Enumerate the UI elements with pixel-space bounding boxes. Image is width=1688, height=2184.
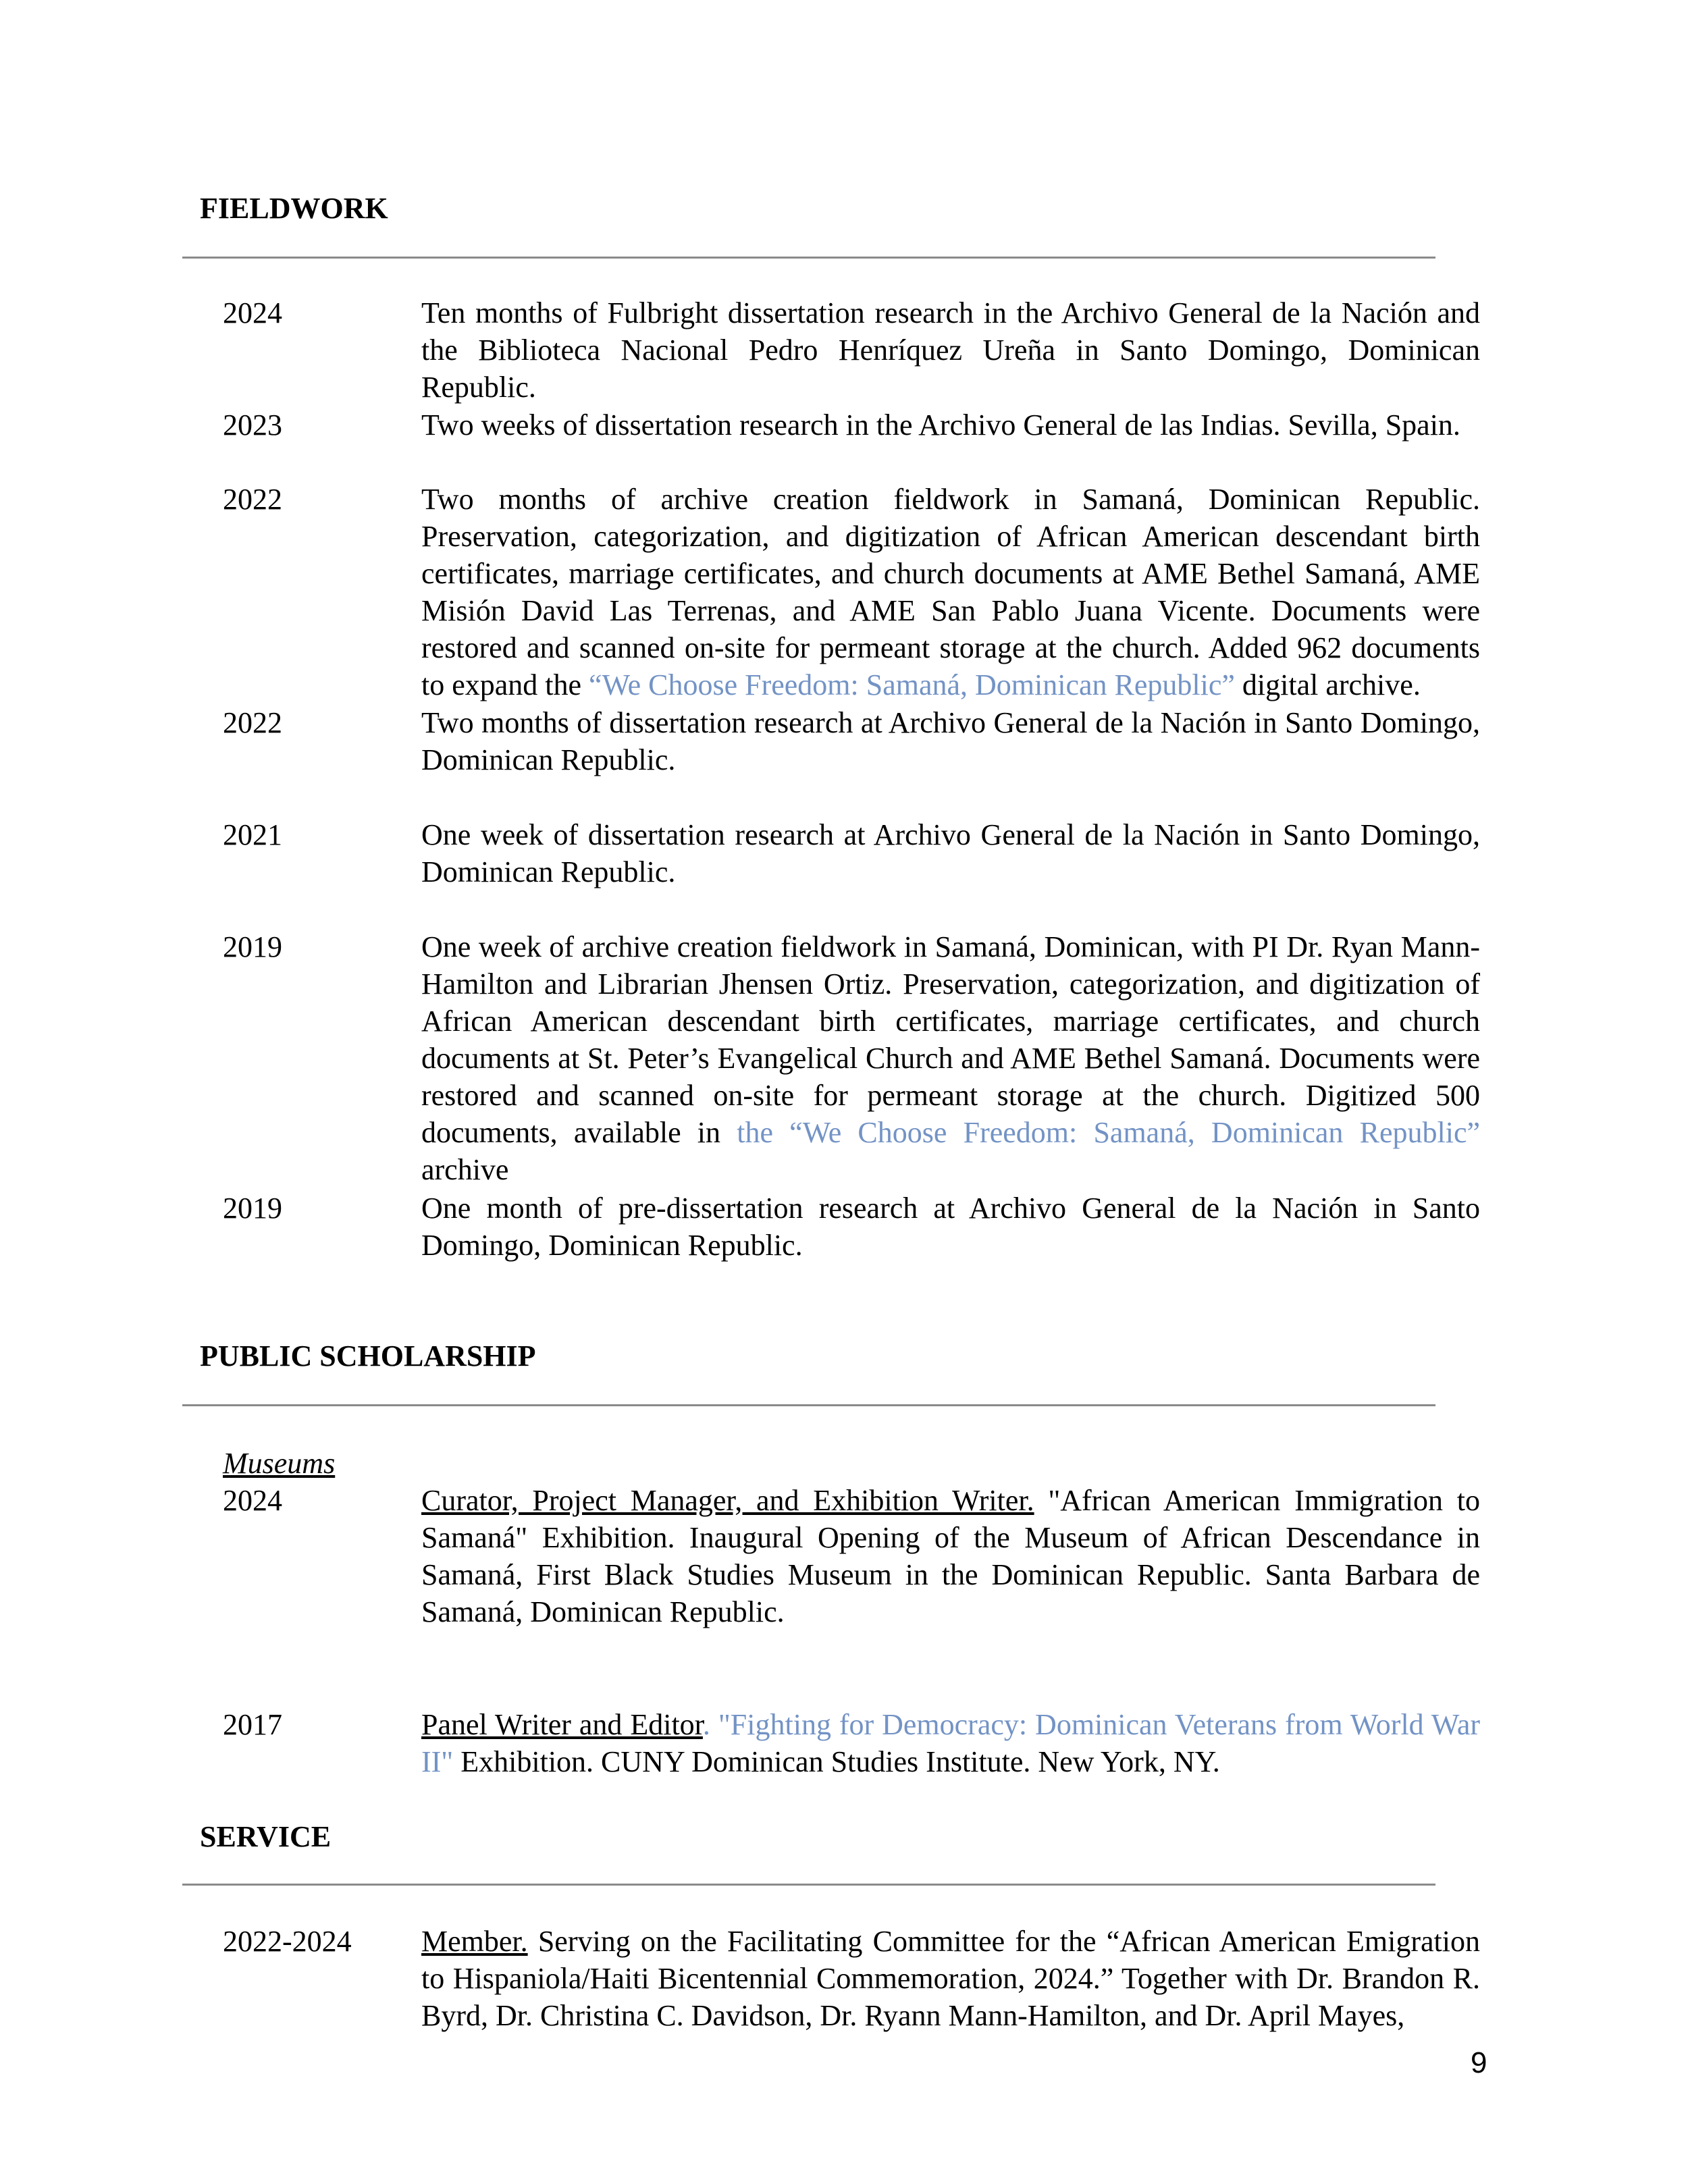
fieldwork-divider [182,257,1435,259]
fieldwork-description-text: Two months of archive creation fieldwork in Samaná, Dominican Republic. Preservation, categorization, and digitization of African American descendant birth certificates, marriage certificates, and church documents at AME Bethel Samaná, AME Misión David Las Terrenas, and AME San Pablo Juana Vicente. Documents were restored and scanned on-site for permeant storage at the church. Added 962 documents to expand the [421,483,1480,701]
service-description [421,1923,1480,2034]
fieldwork-description [421,928,1480,1188]
scholarship-description [421,1482,1480,1630]
fieldwork-description: Two weeks of dissertation research in the Archivo General de las Indias. Sevilla, Spain. [421,408,1460,442]
fieldwork-description-text: One week of archive creation fieldwork in Samaná, Dominican, with PI Dr. Ryan Mann-Hamilton and Librarian Jhensen Ortiz. Preservation, categorization, and digitization of African American descendant birth certificates, marriage certificates, and church documents at St. Peter’s Evangelical Church and AME Bethel Samaná. Documents were restored and scanned on-site for permeant storage at the church. Digitized 500 documents, available in [421,930,1480,1149]
scholarship-text: "African American Immigration to Samaná" Exhibition. Inaugural Opening of the Museum of African Descendance in Samaná, First Black Studies Museum in the Dominican Republic. Santa Barbara de Samaná, Dominican Republic. [421,1484,1481,1628]
scholarship-role: Panel Writer and Editor [421,1708,703,1741]
museums-year-block [223,1445,335,1519]
exhibition-link[interactable]: . "Fighting for Democracy: Dominican Veterans from World War II" [421,1708,1480,1778]
fieldwork-description-tail: archive [421,1153,509,1186]
service-role: Member. [421,1925,528,1958]
fieldwork-year: 2019 [223,1192,282,1225]
archive-link[interactable]: the “We Choose Freedom: Samaná, Dominican Republic” [737,1116,1481,1149]
scholarship-description [421,1706,1480,1780]
service-text: Serving on the Facilitating Committee for the “African American Emigration to Hispaniola/Haiti Bicentennial Commemoration, 2024.” Together with Dr. Brandon R. Byrd, Dr. Christina C. Davidson, Dr. Ryann Mann-Hamilton, and Dr. April Mayes, [421,1925,1480,2032]
fieldwork-year: 2024 [223,296,282,329]
museums-subheading: Museums [223,1447,336,1480]
scholarship-year: 2024 [223,1484,282,1517]
public-scholarship-divider [182,1404,1435,1406]
archive-link[interactable]: “We Choose Freedom: Samaná, Dominican Republic” [589,668,1235,701]
fieldwork-year: 2022 [223,483,282,516]
fieldwork-year: 2019 [223,930,282,963]
fieldwork-description: One week of dissertation research at Archivo General de la Nación in Santo Domingo, Dominican Republic. [421,818,1480,888]
service-year: 2022-2024 [223,1925,352,1958]
fieldwork-description: One month of pre-dissertation research at Archivo General de la Nación in Santo Domingo, Dominican Republic. [421,1192,1480,1262]
fieldwork-year: 2023 [223,408,282,442]
scholarship-role: Curator, Project Manager, and Exhibition Writer. [421,1484,1034,1517]
public-scholarship-heading: PUBLIC SCHOLARSHIP [200,1339,536,1373]
fieldwork-year: 2021 [223,818,282,851]
scholarship-text: Exhibition. CUNY Dominican Studies Institute. New York, NY. [460,1745,1220,1778]
service-divider [182,1884,1435,1886]
fieldwork-description-tail: digital archive. [1242,668,1421,701]
scholarship-year: 2017 [223,1708,282,1741]
fieldwork-heading: FIELDWORK [200,192,388,225]
service-heading: SERVICE [200,1820,332,1853]
fieldwork-description: Ten months of Fulbright dissertation research in the Archivo General de la Nación and the Biblioteca Nacional Pedro Henríquez Ureña in Santo Domingo, Dominican Republic. [421,296,1480,404]
page-number: 9 [1471,2046,1487,2079]
fieldwork-year: 2022 [223,706,282,739]
fieldwork-description [421,481,1480,703]
fieldwork-description: Two months of dissertation research at Archivo General de la Nación in Santo Domingo, Dominican Republic. [421,706,1480,776]
